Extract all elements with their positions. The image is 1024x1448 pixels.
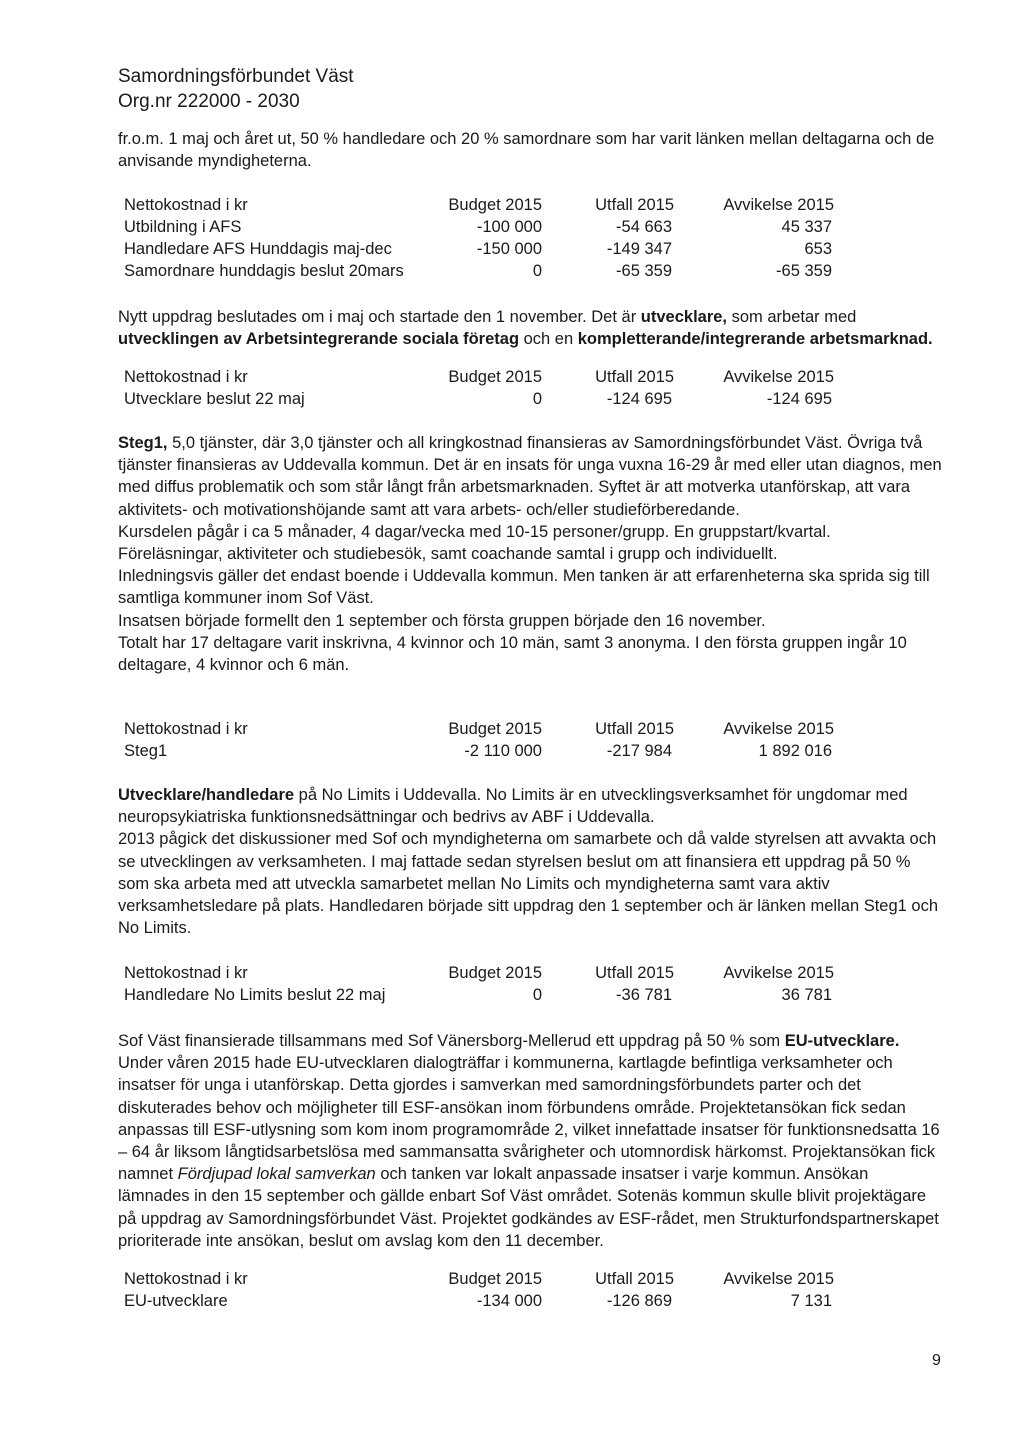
steg1-paragraph	[118, 432, 944, 521]
budget-value: 0	[532, 390, 542, 408]
table-row	[124, 986, 844, 1008]
bold-run: Utvecklare/handledare	[118, 786, 295, 804]
text-run: Sof Väst finansierade tillsammans med Sof Vänersborg-Mellerud ett uppdrag på 50 % som	[118, 1032, 785, 1050]
text-run: Nytt uppdrag beslutades om i maj och startade den 1 november. Det är	[118, 308, 641, 326]
deviation-value: 45 337	[781, 218, 832, 236]
table-row	[124, 390, 844, 412]
text-run: Under våren 2015 hade EU-utvecklaren dialogträffar i kommunerna, kartlagde befintliga verksamheter och insatser för unga i utanförskap. Detta gjordes i samverkan med samordningsförbundets parter och det diskuterades behov och möjligheter till ESF-ansökan inom förbundens område. Projektetansökan fick sedan anpassas till ESF-utlysning som kom inom programområde 2, vilket innefattade insatser för funktionsnedsatta 16 – 64 år liksom långtidsarbetslösa med sammansatta svårigheter och utomnordisk härkomst. Projektansökan fick namnet	[118, 1054, 940, 1184]
row-label: Utbildning i AFS	[124, 218, 242, 236]
text-run: som arbetar med	[727, 308, 857, 326]
deviation-value: 7 131	[790, 1292, 832, 1310]
row-label: Utvecklare beslut 22 maj	[124, 390, 305, 408]
text-run: 5,0 tjänster, där 3,0 tjänster och all kringkostnad finansieras av Samordningsförbundet Väst. Övriga två tjänster finansieras av Uddevalla kommun. Det är en insats för unga vuxna 16-29 år med eller utan diagnos, men med diffus problematik och som står långt från arbetsmarknaden. Syftet är att motverka utanförskap, att vara aktivitets- och motivationshöjande samt att vara arbets- och/eller studieförberedande.	[118, 434, 942, 519]
bold-run: utvecklingen av Arbetsintegrerande sociala företag	[118, 330, 520, 349]
organization-name: Samordningsförbundet Väst	[118, 66, 354, 87]
row-label: EU-utvecklare	[124, 1292, 228, 1310]
bold-run: kompletterande/integrerande arbetsmarknad.	[577, 330, 933, 349]
col-header-outcome: Utfall 2015	[595, 964, 674, 982]
col-header-outcome: Utfall 2015	[595, 368, 674, 386]
steg1-section	[118, 432, 944, 676]
col-header-cost: Nettokostnad i kr	[124, 1270, 248, 1288]
outcome-value: -36 781	[616, 986, 672, 1004]
steg1-line: Kursdelen pågår i ca 5 månader, 4 dagar/vecka med 10-15 personer/grupp. En gruppstart/kvartal.	[118, 522, 831, 541]
table-header-row	[124, 368, 844, 390]
text-run: och tanken var lokalt anpassade insatser i varje kommun. Ansökan lämnades in den 15 september och gällde enbart Sof Väst området. Sotenäs kommun skulle blivit projektägare på uppdrag av Samordningsförbundet Väst. Projektet godkändes av ESF-rådet, men Strukturfondspartnerskapet prioriterade inte ansökan, beslut om avslag kom den 11 december.	[118, 1165, 939, 1250]
intro-paragraph: fr.o.m. 1 maj och året ut, 50 % handledare och 20 % samordnare som har varit länken mellan deltagarna och de anvisande myndigheterna.	[118, 130, 935, 171]
eu-developer-paragraph	[118, 1030, 944, 1252]
bold-run: EU-utvecklare.	[784, 1032, 900, 1050]
col-header-deviation: Avvikelse 2015	[723, 720, 834, 738]
steg1-line: Föreläsningar, aktiviteter och studiebesök, samt coachande samtal i grupp och individuellt.	[118, 545, 778, 564]
col-header-cost: Nettokostnad i kr	[124, 964, 248, 982]
table-row	[124, 742, 844, 764]
budget-value: -2 110 000	[464, 742, 542, 760]
budget-value: -150 000	[476, 240, 542, 258]
outcome-value: -65 359	[616, 262, 672, 280]
col-header-deviation: Avvikelse 2015	[723, 196, 834, 214]
deviation-value: 36 781	[781, 986, 832, 1004]
deviation-value: 1 892 016	[758, 742, 832, 760]
organization-number: Org.nr 222000 - 2030	[118, 91, 300, 112]
budget-value: 0	[532, 986, 542, 1004]
table-row	[124, 262, 844, 284]
letterhead	[118, 64, 354, 114]
bold-run: Steg1,	[118, 434, 168, 452]
col-header-cost: Nettokostnad i kr	[124, 196, 248, 214]
row-label: Handledare No Limits beslut 22 maj	[124, 986, 386, 1004]
col-header-budget: Budget 2015	[448, 720, 542, 738]
deviation-value: -124 695	[766, 390, 832, 408]
outcome-value: -126 869	[606, 1292, 672, 1310]
outcome-value: -217 984	[606, 742, 672, 760]
cost-table-steg1	[124, 720, 844, 764]
steg1-line: Totalt har 17 deltagare varit inskrivna, 4 kvinnor och 10 män, samt 3 anonyma. I den första gruppen ingår 10 deltagare, 4 kvinnor och 6 män.	[118, 633, 907, 675]
col-header-budget: Budget 2015	[448, 964, 542, 982]
row-label: Steg1	[124, 742, 168, 760]
table-row	[124, 218, 844, 240]
table-row	[124, 1292, 844, 1314]
col-header-deviation: Avvikelse 2015	[723, 368, 834, 386]
nolimits-section	[118, 784, 944, 939]
nolimits-paragraph	[118, 784, 944, 828]
text-run: och en	[519, 330, 578, 349]
deviation-value: -65 359	[776, 262, 832, 280]
cost-table-utvecklare	[124, 368, 844, 412]
col-header-deviation: Avvikelse 2015	[723, 1270, 834, 1288]
outcome-value: -149 347	[606, 240, 672, 258]
budget-value: -100 000	[476, 218, 542, 236]
cost-table-afs	[124, 196, 844, 284]
table-header-row	[124, 1270, 844, 1292]
table-header-row	[124, 196, 844, 218]
italic-run: Fördjupad lokal samverkan	[177, 1165, 376, 1184]
deviation-value: 653	[804, 240, 832, 258]
outcome-value: -124 695	[606, 390, 672, 408]
table-header-row	[124, 964, 844, 986]
col-header-budget: Budget 2015	[448, 368, 542, 386]
new-assignment-paragraph	[118, 306, 944, 350]
col-header-outcome: Utfall 2015	[595, 1270, 674, 1288]
col-header-budget: Budget 2015	[448, 1270, 542, 1288]
col-header-budget: Budget 2015	[448, 196, 542, 214]
col-header-cost: Nettokostnad i kr	[124, 368, 248, 386]
row-label: Handledare AFS Hunddagis maj-dec	[124, 240, 392, 258]
row-label: Samordnare hunddagis beslut 20mars	[124, 262, 404, 280]
text-run: på No Limits i Uddevalla. No Limits är en utvecklingsverksamhet för ungdomar med neuropsykiatriska funktionsnedsättningar och bedrivs av ABF i Uddevalla.	[118, 786, 908, 827]
nolimits-paragraph: 2013 pågick det diskussioner med Sof och myndigheterna om samarbete och då valde styrelsen att avvakta och se utvecklingen av verksamheten. I maj fattade sedan styrelsen beslut om att finansiera ett uppdrag på 50 % som ska arbeta med att utveckla samarbetet mellan No Limits och myndigheterna samt vara aktiv verksamhetsledare på plats. Handledaren började sitt uppdrag den 1 september och är länken mellan Steg1 och No Limits.	[118, 830, 939, 938]
budget-value: -134 000	[476, 1292, 542, 1310]
page-number: 9	[932, 1352, 941, 1369]
steg1-line: Inledningsvis gäller det endast boende i Uddevalla kommun. Men tanken är att erfarenheterna ska sprida sig till samtliga kommuner inom Sof Väst.	[118, 567, 930, 608]
bold-run: utvecklare,	[640, 308, 728, 326]
cost-table-eu	[124, 1270, 844, 1314]
col-header-outcome: Utfall 2015	[595, 196, 674, 214]
table-header-row	[124, 720, 844, 742]
steg1-line: Insatsen började formellt den 1 september och första gruppen började den 16 november.	[118, 611, 766, 630]
outcome-value: -54 663	[616, 218, 672, 236]
col-header-deviation: Avvikelse 2015	[723, 964, 834, 982]
col-header-outcome: Utfall 2015	[595, 720, 674, 738]
budget-value: 0	[532, 262, 542, 280]
table-row	[124, 240, 844, 262]
cost-table-nolimits	[124, 964, 844, 1008]
col-header-cost: Nettokostnad i kr	[124, 720, 248, 738]
